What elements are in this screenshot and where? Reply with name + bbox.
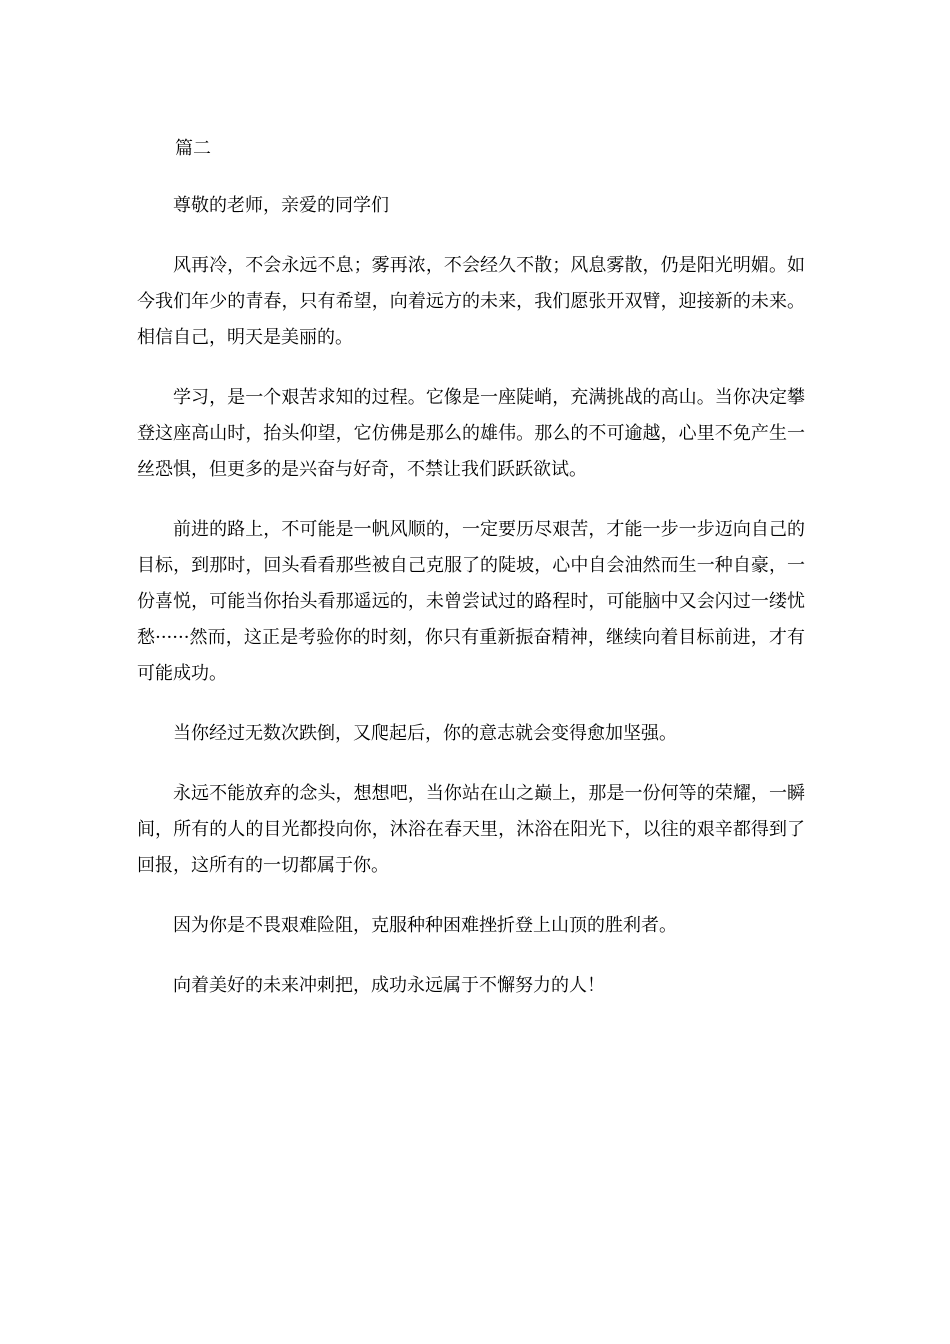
document-body — [137, 188, 805, 1028]
section-heading: 篇二 — [175, 138, 211, 159]
paragraph: 因为你是不畏艰难险阻，克服种种困难挫折登上山顶的胜利者。 — [173, 915, 677, 936]
paragraph: 前进的路上，不可能是一帆风顺的，一定要历尽艰苦，才能一步一步迈向自己的目标，到那时，回头看看那些被自己克服了的陡坡，心中自会油然而生一种自豪，一份喜悦，可能当你抬头看那遥远的，未曾尝试过的路程时，可能脑中又会闪过一缕忧愁······然而，这正是考验你的时刻，你只有重新振奋精神，继续向着目标前进，才有可能成功。 — [137, 519, 805, 684]
salutation: 尊敬的老师，亲爱的同学们 — [173, 195, 389, 216]
paragraph: 永远不能放弃的念头，想想吧，当你站在山之巅上，那是一份何等的荣耀，一瞬间，所有的人的目光都投向你，沐浴在春天里，沐浴在阳光下，以往的艰辛都得到了回报，这所有的一切都属于你。 — [137, 783, 805, 876]
paragraph: 学习，是一个艰苦求知的过程。它像是一座陡峭，充满挑战的高山。当你决定攀登这座高山时，抬头仰望，它仿佛是那么的雄伟。那么的不可逾越，心里不免产生一丝恐惧，但更多的是兴奋与好奇，不禁让我们跃跃欲试。 — [137, 387, 805, 480]
paragraph: 风再冷，不会永远不息；雾再浓，不会经久不散；风息雾散，仍是阳光明媚。如今我们年少的青春，只有希望，向着远方的未来，我们愿张开双臂，迎接新的未来。相信自己，明天是美丽的。 — [137, 255, 805, 348]
closing-paragraph: 向着美好的未来冲刺把，成功永远属于不懈努力的人！ — [173, 975, 605, 996]
paragraph: 当你经过无数次跌倒，又爬起后，你的意志就会变得愈加坚强。 — [173, 723, 677, 744]
